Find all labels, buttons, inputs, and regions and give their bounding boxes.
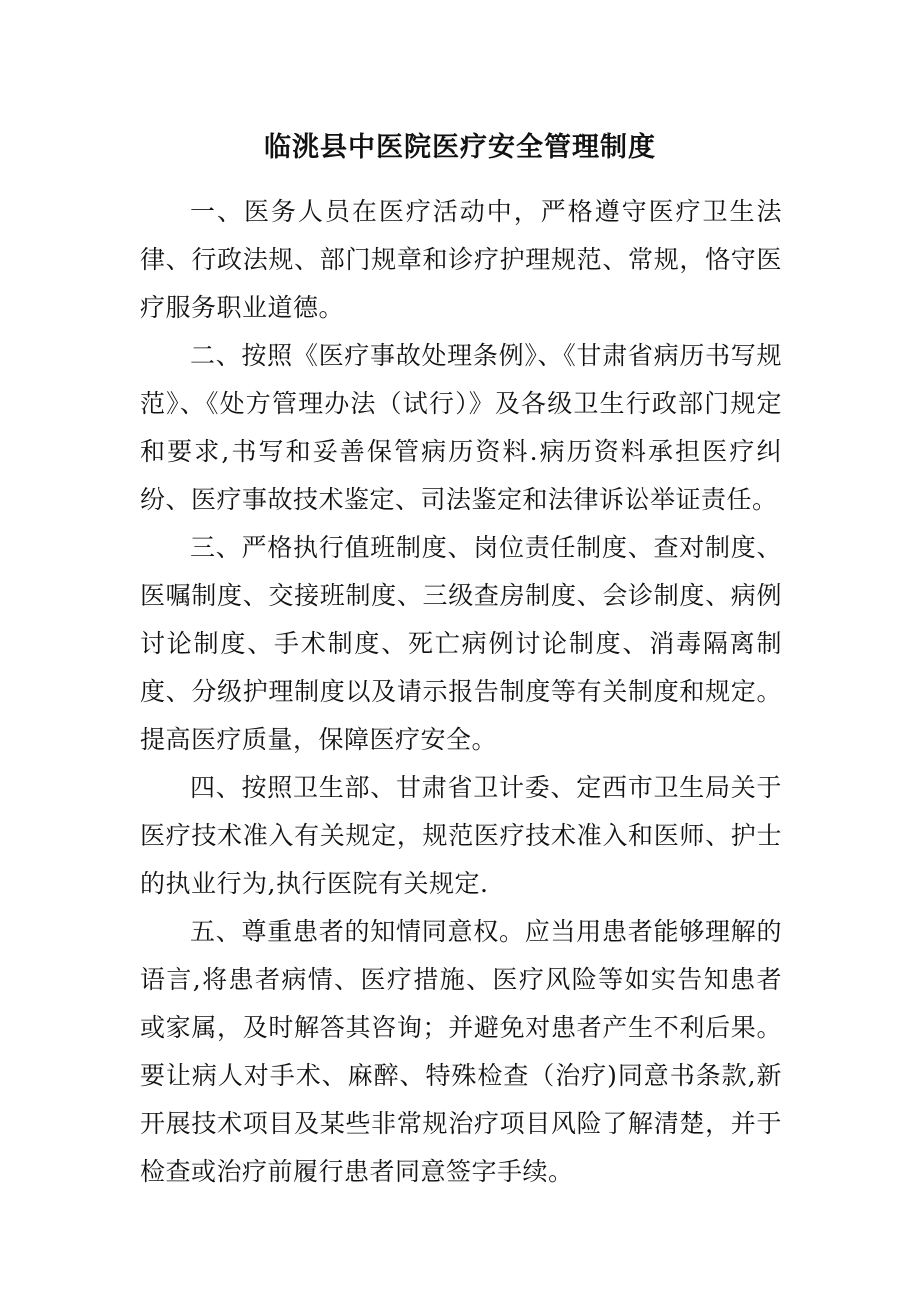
paragraph-3: 三、严格执行值班制度、岗位责任制度、查对制度、医嘱制度、交接班制度、三级查房制度、会诊制度、病例讨论制度、手术制度、死亡病例讨论制度、消毒隔离制度、分级护理制度以及请示报告制度等有关制度和规定。提高医疗质量，保障医疗安全。 [140, 533, 782, 754]
paragraph-1: 一、医务人员在医疗活动中，严格遵守医疗卫生法律、行政法规、部门规章和诊疗护理规范、常规，恪守医疗服务职业道德。 [140, 197, 782, 322]
document-body [140, 188, 782, 1196]
paragraph-4: 四、按照卫生部、甘肃省卫计委、定西市卫生局关于医疗技术准入有关规定，规范医疗技术准入和医师、护士的执业行为,执行医院有关规定. [140, 773, 782, 898]
document-title: 临洮县中医院医疗安全管理制度 [264, 132, 656, 163]
paragraph-5: 五、尊重患者的知情同意权。应当用患者能够理解的语言,将患者病情、医疗措施、医疗风险等如实告知患者或家属，及时解答其咨询；并避免对患者产生不利后果。要让病人对手术、麻醉、特殊检查（治疗)同意书条款,新开展技术项目及某些非常规治疗项目风险了解清楚，并于检查或治疗前履行患者同意签字手续。 [140, 917, 782, 1186]
paragraph-2: 二、按照《医疗事故处理条例》、《甘肃省病历书写规范》、《处方管理办法（试行）》及各级卫生行政部门规定和要求,书写和妥善保管病历资料.病历资料承担医疗纠纷、医疗事故技术鉴定、司法鉴定和法律诉讼举证责任。 [140, 341, 782, 514]
